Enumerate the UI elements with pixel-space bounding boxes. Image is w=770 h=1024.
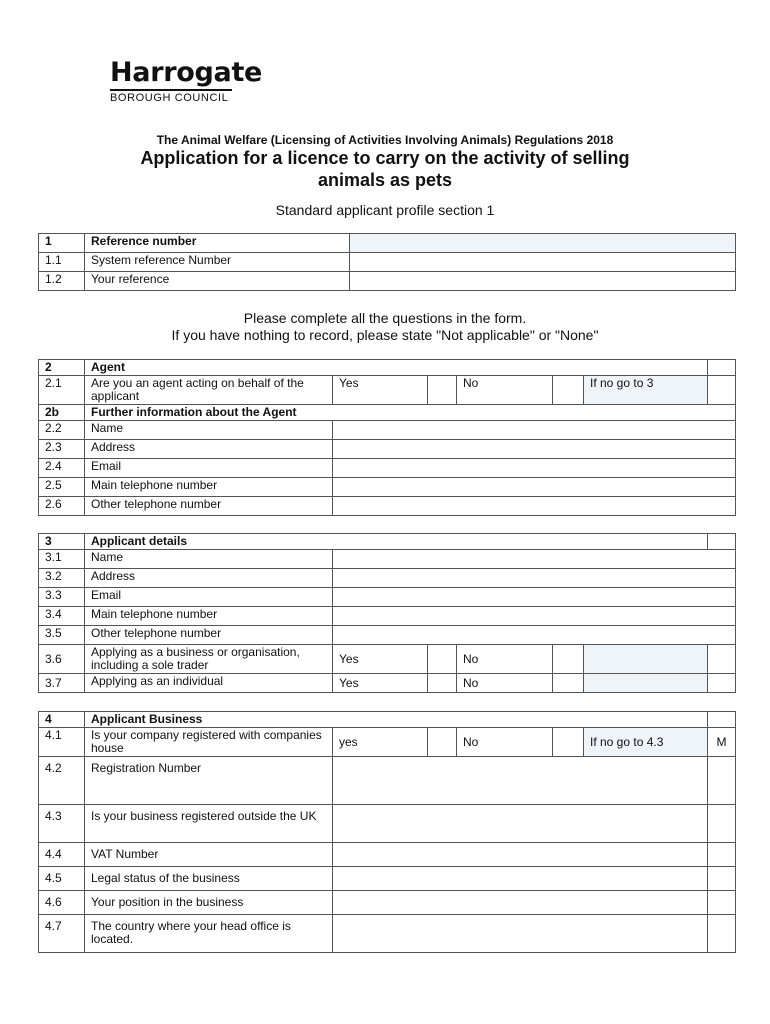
system-reference-field[interactable] — [350, 253, 736, 272]
no-label: No — [457, 728, 553, 757]
row-label: Is your business registered outside the UK — [85, 805, 333, 843]
yes-label: yes — [333, 728, 428, 757]
agent-main-phone-field[interactable] — [333, 478, 736, 497]
reference-number-field[interactable] — [350, 234, 736, 253]
agent-email-field[interactable] — [333, 459, 736, 478]
title-line-1: Application for a licence to carry on the activity of selling — [140, 148, 630, 168]
companies-house-no-box[interactable] — [553, 728, 584, 757]
section-title: Standard applicant profile section 1 — [275, 202, 495, 218]
row-number: 3.3 — [39, 588, 85, 607]
page-title — [0, 147, 770, 191]
yes-label: Yes — [333, 674, 428, 693]
registration-number-field[interactable] — [333, 757, 708, 805]
row-number: 3.1 — [39, 550, 85, 569]
section-heading: Applicant details — [85, 534, 708, 550]
instruction-line-2: If you have nothing to record, please state "Not applicable" or "None" — [171, 327, 599, 343]
row-label: VAT Number — [85, 843, 333, 867]
yes-label: Yes — [333, 645, 428, 674]
row-number: 2.6 — [39, 497, 85, 516]
row-label: Name — [85, 421, 333, 440]
row-number: 4.4 — [39, 843, 85, 867]
applicant-main-phone-field[interactable] — [333, 607, 736, 626]
logo-name: Harrogate — [110, 57, 263, 88]
row-number: 2.4 — [39, 459, 85, 478]
section-number: 3 — [39, 534, 85, 550]
row-number: 4.1 — [39, 728, 85, 757]
row-number: 2.2 — [39, 421, 85, 440]
row-label: Is your company registered with companies house — [85, 728, 333, 757]
row-number: 4.6 — [39, 891, 85, 915]
row-label: Main telephone number — [85, 478, 333, 497]
row-number: 2.3 — [39, 440, 85, 459]
section-number: 4 — [39, 712, 85, 728]
legal-status-field[interactable] — [333, 867, 708, 891]
instruction-line-1: Please complete all the questions in the form. — [243, 310, 527, 326]
row-label: Other telephone number — [85, 626, 333, 645]
row-number: 1.2 — [39, 272, 85, 291]
logo-subtitle: BOROUGH COUNCIL — [110, 89, 232, 104]
agent-other-phone-field[interactable] — [333, 497, 736, 516]
section-heading: Applicant Business — [85, 712, 708, 728]
no-label: No — [457, 645, 553, 674]
reference-table — [38, 233, 736, 291]
title-line-2: animals as pets — [317, 170, 453, 190]
row-label: Applying as an individual — [85, 674, 333, 693]
row-label: Are you an agent acting on behalf of the applicant — [85, 376, 333, 405]
agent-address-field[interactable] — [333, 440, 736, 459]
row-number: 1.1 — [39, 253, 85, 272]
row-label: Name — [85, 550, 333, 569]
row-label: The country where your head office is located. — [85, 915, 333, 953]
row-label: Legal status of the business — [85, 867, 333, 891]
applicant-address-field[interactable] — [333, 569, 736, 588]
row-label: Email — [85, 459, 333, 478]
no-label: No — [457, 674, 553, 693]
row-number: 2.5 — [39, 478, 85, 497]
section-number: 2 — [39, 360, 85, 376]
agent-yes-box[interactable] — [428, 376, 457, 405]
head-office-country-field[interactable] — [333, 915, 708, 953]
applicant-table — [38, 533, 736, 693]
row-number: 3.5 — [39, 626, 85, 645]
row-label: Applying as a business or organisation, including a sole trader — [85, 645, 333, 674]
row-label: Email — [85, 588, 333, 607]
section-heading: Agent — [85, 360, 708, 376]
section-number: 1 — [39, 234, 85, 253]
row-label: Your position in the business — [85, 891, 333, 915]
yes-label: Yes — [333, 376, 428, 405]
mandatory-flag: M — [708, 728, 736, 757]
row-label: Main telephone number — [85, 607, 333, 626]
individual-no-box[interactable] — [553, 674, 584, 693]
agent-no-box[interactable] — [553, 376, 584, 405]
position-field[interactable] — [333, 891, 708, 915]
row-number: 3.7 — [39, 674, 85, 693]
row-number: 4.2 — [39, 757, 85, 805]
companies-house-yes-box[interactable] — [428, 728, 457, 757]
business-table — [38, 711, 736, 953]
row-number: 3.4 — [39, 607, 85, 626]
individual-yes-box[interactable] — [428, 674, 457, 693]
row-label: Address — [85, 569, 333, 588]
row-label: System reference Number — [85, 253, 350, 272]
subsection-number: 2b — [39, 405, 85, 421]
row-number: 2.1 — [39, 376, 85, 405]
agent-name-field[interactable] — [333, 421, 736, 440]
row-label: Registration Number — [85, 757, 333, 805]
agent-table — [38, 359, 736, 516]
outside-uk-field[interactable] — [333, 805, 708, 843]
council-logo — [110, 58, 262, 104]
subsection-heading: Further information about the Agent — [85, 405, 736, 421]
applicant-other-phone-field[interactable] — [333, 626, 736, 645]
business-yes-box[interactable] — [428, 645, 457, 674]
applicant-email-field[interactable] — [333, 588, 736, 607]
applicant-name-field[interactable] — [333, 550, 736, 569]
skip-note: If no go to 4.3 — [584, 728, 708, 757]
row-number: 4.5 — [39, 867, 85, 891]
vat-number-field[interactable] — [333, 843, 708, 867]
row-number: 4.7 — [39, 915, 85, 953]
skip-note: If no go to 3 — [584, 376, 708, 405]
row-number: 4.3 — [39, 805, 85, 843]
row-number: 3.6 — [39, 645, 85, 674]
business-no-box[interactable] — [553, 645, 584, 674]
no-label: No — [457, 376, 553, 405]
row-label: Your reference — [85, 272, 350, 291]
row-label: Address — [85, 440, 333, 459]
row-number: 3.2 — [39, 569, 85, 588]
regulation-title: The Animal Welfare (Licensing of Activities Involving Animals) Regulations 2018 — [156, 133, 614, 147]
instructions — [0, 310, 770, 344]
row-label: Other telephone number — [85, 497, 333, 516]
your-reference-field[interactable] — [350, 272, 736, 291]
section-heading: Reference number — [85, 234, 350, 253]
